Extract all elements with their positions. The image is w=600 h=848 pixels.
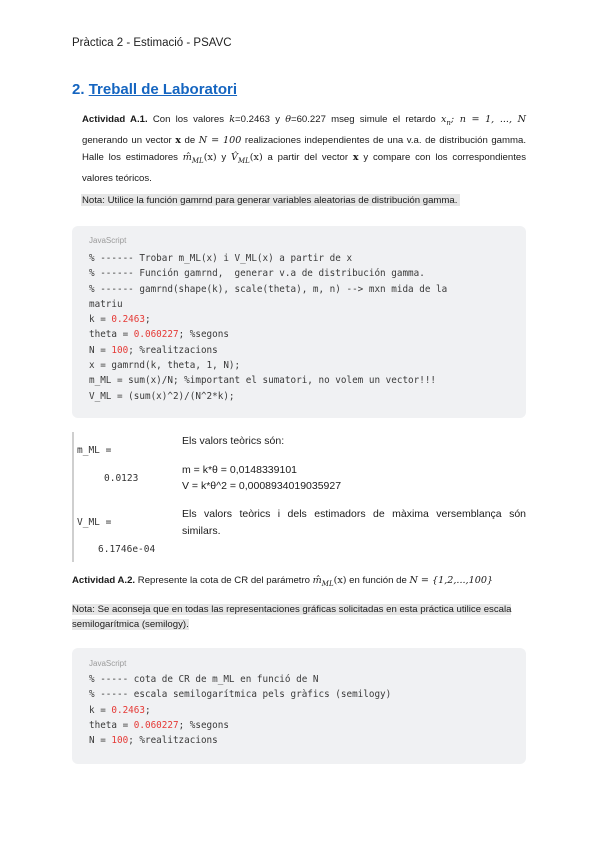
output-margin-line: [72, 432, 74, 562]
activity-a2-text: en función de: [346, 575, 410, 586]
document-header: Pràctica 2 - Estimació - PSAVC: [72, 37, 232, 49]
activity-a2-paragraph: [72, 575, 493, 588]
code-block-2: [72, 648, 526, 764]
activity-a1-text: y compare con los correspondientes valores teóricos.: [82, 151, 527, 184]
m-hat-symbol: m̂: [182, 151, 192, 163]
activity-a2-text: Represente la cota de CR del parámetro: [135, 575, 313, 586]
code-line: x = gamrnd(k, theta, 1, N);: [89, 360, 241, 372]
output-v-ml-label: V_ML =: [77, 517, 112, 528]
code-line: % ------ Función gamrnd, generar v.a de distribución gamma.: [89, 268, 425, 280]
arg-x: (x): [203, 151, 217, 163]
code-line: % ------ gamrnd(shape(k), scale(theta), m, n) --> mxn mida de la: [89, 283, 448, 295]
section-title-link[interactable]: Treball de Laboratori: [88, 81, 238, 98]
theory-m-line: m = k*θ = 0,0148339101: [182, 464, 298, 476]
code-line: % ----- cota de CR de m_ML en funció de N: [89, 674, 319, 685]
ml-subscript: ML: [321, 579, 334, 588]
arg-x: (x): [333, 575, 347, 586]
ml-subscript: ML: [237, 156, 250, 165]
activity-a1-text: y: [216, 151, 232, 163]
x-vector-symbol: x: [175, 134, 182, 146]
ml-subscript: ML: [191, 156, 204, 165]
activity-a1-paragraph: [82, 111, 526, 187]
k-symbol: k: [229, 114, 236, 125]
output-m-ml-label: m_ML =: [77, 445, 112, 456]
code-line: N = 100; %realitzacions: [89, 344, 218, 356]
code-language-label: JavaScript: [89, 659, 127, 668]
xn-subscript: n: [446, 118, 451, 127]
activity-a1-text: realizaciones independientes de una v.a. de distribución gamma. Halle los estimadores: [82, 134, 526, 163]
code-line: k = 0.2463;: [89, 704, 151, 716]
v-hat-symbol: V̂: [231, 151, 238, 163]
n-range: ; n = 1, ..., N: [450, 114, 526, 125]
note-gamrnd-text: Nota: Utilice la función gamrnd para generar variables aleatorias de distribución gamma.: [81, 194, 460, 206]
theta-symbol: θ: [285, 114, 291, 125]
activity-a1-label: Actividad A.1.: [82, 114, 148, 125]
code-line: theta = 0.060227; %segons: [89, 329, 229, 341]
x-vector-symbol: x: [352, 151, 359, 163]
code-line: N = 100; %realitzacions: [89, 735, 218, 747]
m-hat-symbol: m̂: [312, 575, 322, 586]
theory-v-line: V = k*θ^2 = 0,0008934019035927: [182, 480, 342, 492]
note-gamrnd: [81, 190, 460, 208]
activity-a1-text: a partir del vector: [262, 151, 353, 163]
code-lines-2: [89, 672, 512, 748]
code-language-label: JavaScript: [89, 236, 127, 245]
activity-a1-text: generando un vector: [82, 134, 176, 146]
code-block-1: [72, 226, 526, 418]
n-set: N = {1,2,...,100}: [409, 575, 494, 586]
code-line: k = 0.2463;: [89, 314, 151, 326]
theory-comment: Els valors teòrics i dels estimadors de màxima versemblança són similars.: [182, 508, 526, 537]
arg-x: (x): [249, 151, 263, 163]
activity-a2-label: Actividad A.2.: [72, 575, 136, 586]
section-title: [72, 81, 237, 98]
k-value: =0.2463 y: [235, 114, 286, 125]
output-v-ml-value: 6.1746e-04: [98, 544, 156, 555]
activity-a1-text: Con los valores: [152, 114, 230, 125]
section-number: 2.: [72, 81, 85, 98]
n-equation: N = 100: [198, 134, 242, 146]
code-line: % ----- escala semilogarítmica pels gràfics (semilogy): [89, 689, 392, 701]
activity-a1-text: de: [181, 134, 199, 146]
code-line: V_ML = (sum(x)^2)/(N^2*k);: [89, 390, 235, 402]
note-semilogy: [72, 602, 528, 632]
code-line: m_ML = sum(x)/N; %important el sumatori, no volem un vector!!!: [89, 375, 437, 387]
code-lines-1: [89, 251, 512, 404]
theory-title: Els valors teòrics són:: [182, 435, 285, 447]
code-line: theta = 0.060227; %segons: [89, 719, 229, 731]
output-m-ml-value: 0.0123: [104, 473, 139, 484]
theta-value: =60.227 mseg simule el retardo: [290, 114, 441, 125]
xn-symbol: x: [440, 114, 447, 125]
code-line: matriu: [89, 298, 123, 310]
note-semilogy-text: Nota: Se aconseja que en todas las representaciones gráficas solicitadas en esta práctica utilice escala semilogarítmica (semilogy).: [72, 604, 512, 630]
code-line: % ------ Trobar m_ML(x) i V_ML(x) a partir de x: [89, 253, 353, 264]
